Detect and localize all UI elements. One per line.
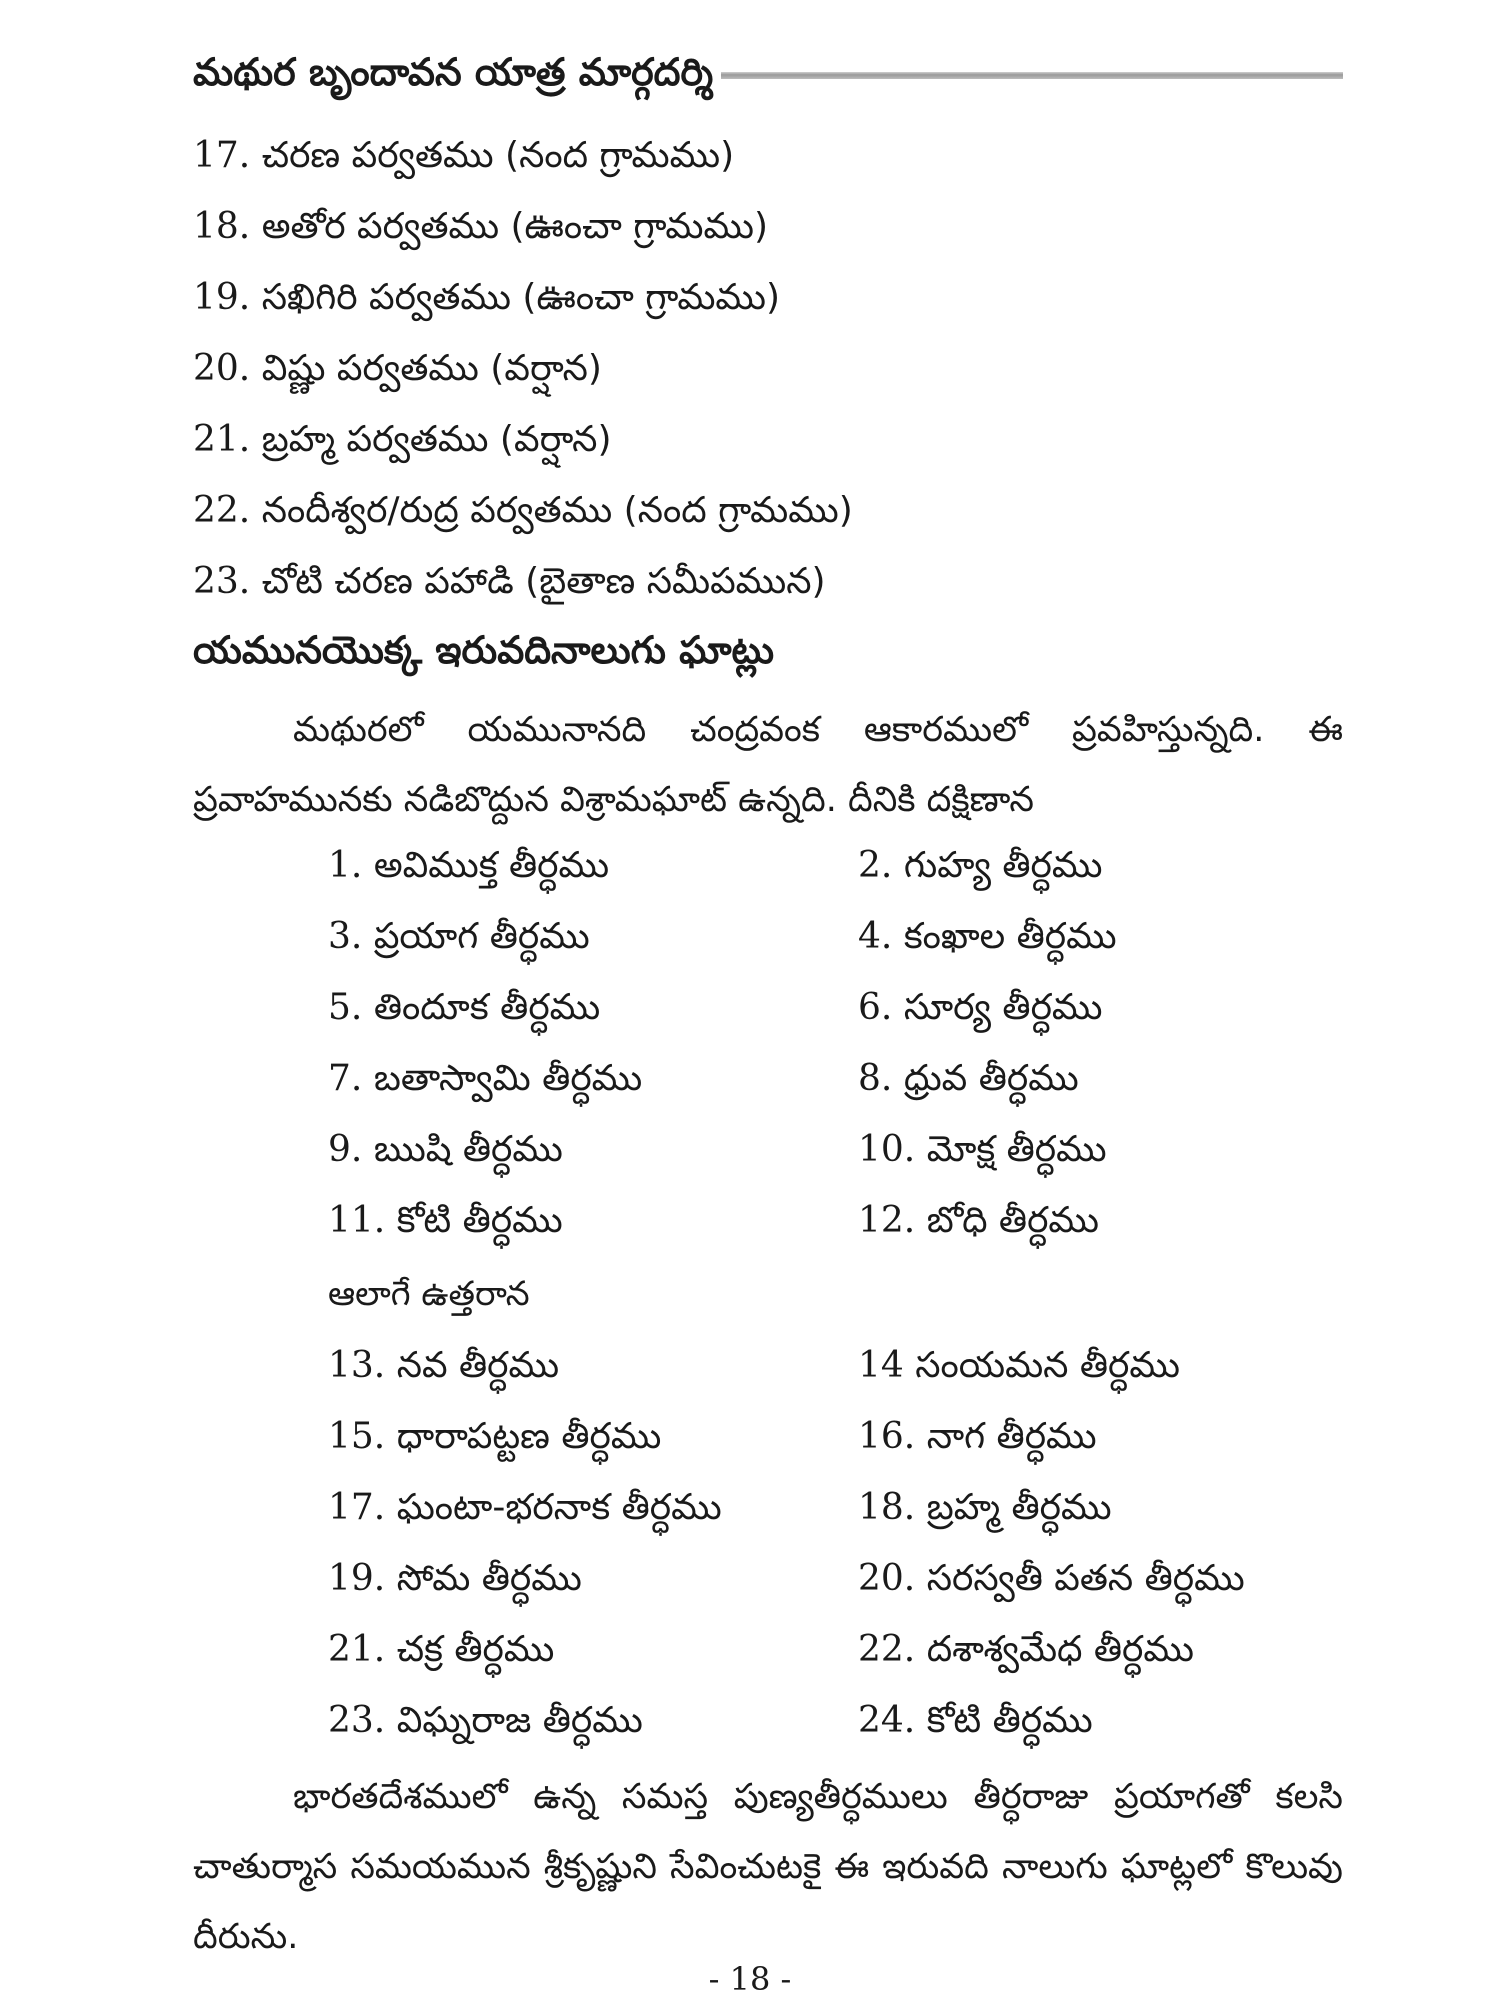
list-item [858, 987, 1102, 1037]
item-text: ధారాపట్టణ తీర్ధము [396, 1416, 662, 1457]
item-number: 20. [858, 1558, 916, 1599]
item-text: అవిముక్త తీర్ధము [373, 845, 610, 886]
list-item [193, 419, 612, 469]
item-text: చోటి చరణ పహాడి (బైతాణ సమీపమున) [261, 561, 826, 602]
list-item [328, 1558, 582, 1608]
item-number: 20. [193, 348, 251, 389]
list-item [858, 1416, 1097, 1466]
item-text: సంయమన తీర్ధము [915, 1345, 1180, 1386]
page-number: - 18 - [708, 1960, 792, 1998]
item-text: విష్ణు పర్వతము (వర్షాన) [261, 348, 602, 389]
item-text: నాగ తీర్ధము [926, 1416, 1097, 1457]
item-text: నందీశ్వర/రుద్ర పర్వతము (నంద గ్రామము) [261, 490, 853, 531]
item-text: ఘంటా-భరనాక తీర్ధము [396, 1487, 722, 1528]
header-rule [721, 72, 1343, 79]
intro-paragraph: మథురలో యమునానది చంద్రవంక ఆకారములో ప్రవహిస్తున్నది. ఈ ప్రవాహమునకు నడిబొద్దున విశ్రామఘాట్ ఉన్నది. దీనికి దక్షిణాన [193, 710, 1343, 820]
item-number: 21. [328, 1629, 386, 1670]
item-text: గుహ్య తీర్ధము [903, 845, 1103, 886]
list-item [328, 1416, 661, 1466]
item-number: 1. [328, 845, 363, 886]
list-item [858, 1200, 1099, 1250]
list-item [858, 845, 1102, 895]
item-number: 7. [328, 1058, 363, 1099]
item-text: సరస్వతీ పతన తీర్ధము [926, 1558, 1245, 1599]
list-item [858, 1058, 1079, 1108]
item-text: ప్రయాగ తీర్ధము [373, 916, 590, 957]
item-text: బోధి తీర్ధము [926, 1200, 1099, 1241]
closing-paragraph: భారతదేశములో ఉన్న సమస్త పుణ్యతీర్ధములు తీర్ధరాజు ప్రయాగతో కలసి చాతుర్మాస సమయమున శ్రీకృష్ణుని సేవించుటకై ఈ ఇరువది నాలుగు ఘాట్లలో కొలువు దీరును. [193, 1777, 1343, 1957]
item-text: చరణ పర్వతము (నంద గ్రామము) [261, 135, 735, 176]
item-text: సఖిగిరి పర్వతము (ఊంచా గ్రామము) [261, 277, 781, 318]
item-number: 19. [328, 1558, 386, 1599]
item-text: మోక్ష తీర్ధము [926, 1129, 1107, 1170]
list-item [193, 348, 602, 398]
item-text: సోమ తీర్ధము [396, 1558, 582, 1599]
section-heading: యమునయొక్క ఇరువదినాలుగు ఘాట్లు [193, 628, 775, 672]
list-item [328, 1345, 559, 1395]
item-text: అతోర పర్వతము (ఊంచా గ్రామము) [261, 206, 769, 247]
item-number: 24. [858, 1700, 916, 1741]
item-number: 22. [193, 490, 251, 531]
list-item [858, 1345, 1180, 1395]
item-number: 23. [193, 561, 251, 602]
item-number: 19. [193, 277, 251, 318]
item-number: 10. [858, 1129, 916, 1170]
item-number: 12. [858, 1200, 916, 1241]
item-text: బ్రహ్మ పర్వతము (వర్షాన) [261, 419, 612, 460]
item-number: 23. [328, 1700, 386, 1741]
item-number: 17. [328, 1487, 386, 1528]
item-text: కోటి తీర్ధము [396, 1200, 563, 1241]
item-number: 13. [328, 1345, 386, 1386]
header-title: మథుర బృందావన యాత్ర మార్గదర్శి [193, 50, 714, 94]
list-item [193, 561, 826, 611]
list-item [328, 987, 600, 1037]
item-text: బతాస్వామి తీర్ధము [373, 1058, 643, 1099]
item-number: 18. [193, 206, 251, 247]
list-item [328, 916, 590, 966]
item-text: తిందూక తీర్ధము [373, 987, 601, 1028]
list-item [328, 1058, 642, 1108]
list-item [858, 916, 1117, 966]
list-item [858, 1558, 1245, 1608]
item-number: 4. [858, 916, 893, 957]
list-item [193, 135, 734, 185]
list-item [328, 1629, 554, 1679]
item-number: 15. [328, 1416, 386, 1457]
page-header [193, 50, 1343, 110]
item-text: కోటి తీర్ధము [926, 1700, 1093, 1741]
item-text: ధ్రువ తీర్ధము [903, 1058, 1079, 1099]
list-item [328, 1700, 643, 1750]
item-number: 5. [328, 987, 363, 1028]
item-text: దశాశ్వమేధ తీర్ధము [926, 1629, 1194, 1670]
item-number: 9. [328, 1129, 363, 1170]
list-item [193, 490, 853, 540]
list-item [858, 1487, 1112, 1537]
item-text: నవ తీర్ధము [396, 1345, 560, 1386]
item-number: 18. [858, 1487, 916, 1528]
list-item [328, 845, 609, 895]
item-number: 6. [858, 987, 893, 1028]
list-item [328, 1200, 563, 1250]
item-number: 17. [193, 135, 251, 176]
item-text: కంఖాల తీర్ధము [903, 916, 1117, 957]
item-text: ఋషి తీర్ధము [373, 1129, 563, 1170]
item-number: 21. [193, 419, 251, 460]
item-text: చక్ర తీర్ధము [396, 1629, 555, 1670]
item-number: 22. [858, 1629, 916, 1670]
item-text: విఘ్నరాజ తీర్ధము [396, 1700, 643, 1741]
item-number: 8. [858, 1058, 893, 1099]
item-number: 2. [858, 845, 893, 886]
list-item [328, 1487, 722, 1537]
item-number: 3. [328, 916, 363, 957]
list-item [858, 1700, 1093, 1750]
north-intro: ఆలాగే ఉత్తరాన [328, 1274, 530, 1314]
list-item [858, 1629, 1194, 1679]
item-number: 16. [858, 1416, 916, 1457]
list-item [328, 1129, 563, 1179]
list-item [858, 1129, 1107, 1179]
list-item [193, 277, 780, 327]
item-number: 11. [328, 1200, 386, 1241]
list-item [193, 206, 768, 256]
item-text: సూర్య తీర్ధము [903, 987, 1103, 1028]
item-number: 14 [858, 1345, 904, 1386]
item-text: బ్రహ్మ తీర్ధము [926, 1487, 1112, 1528]
